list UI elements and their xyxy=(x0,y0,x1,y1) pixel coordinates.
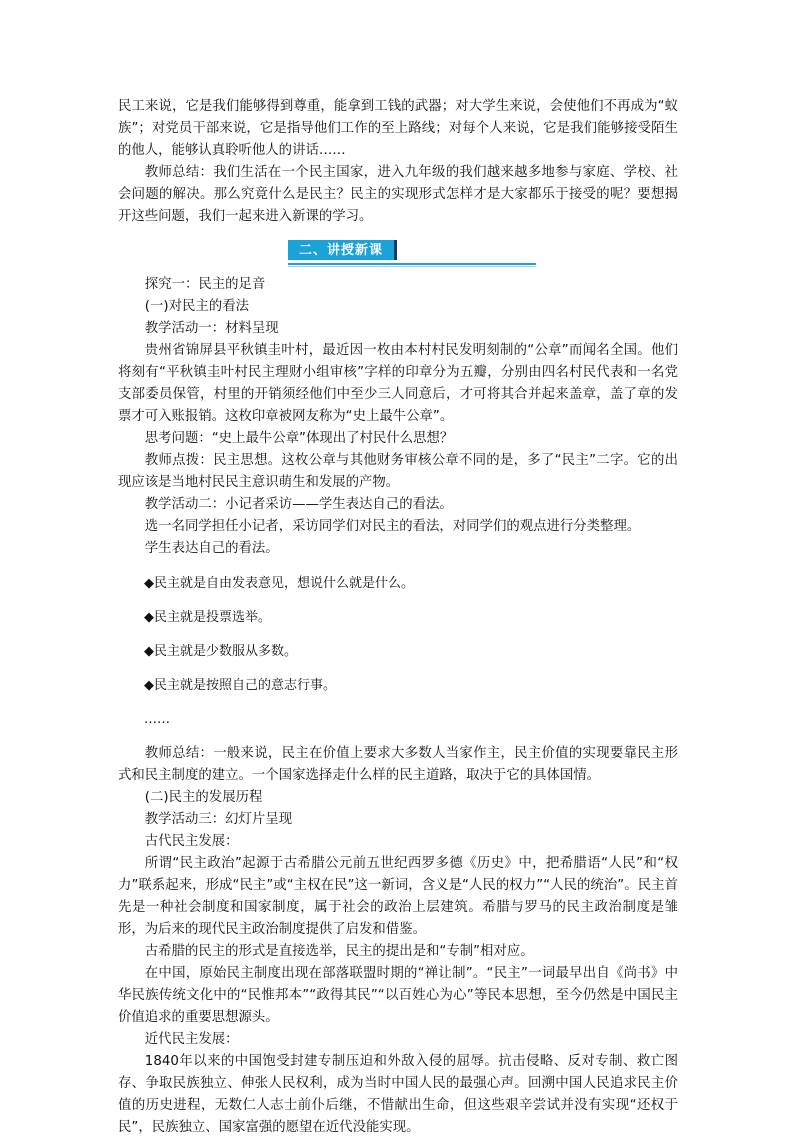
bullet-item: ◆民主就是投票选举。 xyxy=(144,610,271,625)
section-heading-box xyxy=(288,240,397,260)
section-heading xyxy=(118,238,678,268)
activity-title: 教学活动三：幻灯片呈现 xyxy=(144,812,293,827)
ancient-paragraph: 所谓“民主政治”起源于古希腊公元前五世纪西罗多德《历史》中，把希腊语“人民”和“权力”联系起来，形成“民主”或“主权在民”这一新词，含义是“人民的权力”“人民的统治”。民主首先是一种社会制度和国家制度，属于社会的政治上层建筑。希腊与罗马的民主政治制度是雏形，为后来的现代民主政治制度提供了启发和借鉴。 xyxy=(118,856,678,937)
section-heading-rule-light xyxy=(288,266,536,267)
teacher-summary-intro: 教师总结：我们生活在一个民主国家，进入九年级的我们越来越多地参与家庭、学校、社会问题的解决。那么究竟什么是民主？民主的实现形式怎样才是大家都乐于接受的呢？要想揭开这些问题，我们一起来进入新课的学习。 xyxy=(118,165,678,224)
material-paragraph: 贵州省锦屏县平秋镇圭叶村，最近因一枚由本村村民发明刻制的“公章”而闻名全国。他们将刻有“平秋镇圭叶村民主理财小组审核”字样的印章分为五瓣，分别由四名村民代表和一名党支部委员保管，村里的开销须经他们中至少三人同意后，才可将其合并起来盖章，盖了章的发票才可入账报销。这枚印章被网友称为“史上最牛公章”。 xyxy=(118,343,678,424)
subsection-title: (二)民主的发展历程 xyxy=(144,790,263,805)
modern-title: 近代民主发展： xyxy=(144,1032,239,1047)
ancient-paragraph: 在中国，原始民主制度出现在部落联盟时期的“禅让制”。“民主”一词最早出自《尚书》中华民族传统文化中的“民惟邦本”“政得其民”“以百姓心为心”等民本思想，至今仍然是中国民主价值追求的重要思想源头。 xyxy=(118,966,678,1025)
activity-title: 教学活动一：材料呈现 xyxy=(144,321,279,336)
teacher-summary: 教师总结：一般来说，民主在价值上要求大多数人当家作主，民主价值的实现要靠民主形式和民主制度的建立。一个国家选择走什么样的民主道路，取决于它的具体国情。 xyxy=(118,746,678,783)
bullet-item: ◆民主就是少数服从多数。 xyxy=(144,644,297,659)
ancient-title: 古代民主发展： xyxy=(144,834,239,849)
ellipsis: …… xyxy=(144,712,170,727)
teacher-point: 教师点拨：民主思想。这枚公章与其他财务审核公章不同的是，多了“民主”二字。它的出现应该是当地村民民主意识萌生和发展的产物。 xyxy=(118,453,678,490)
ancient-paragraph: 古希腊的民主的形式是直接选举，民主的提出是和“专制”相对应。 xyxy=(144,944,534,959)
section-heading-text: 二、讲授新课 xyxy=(298,243,383,258)
section-heading-rule xyxy=(288,263,536,265)
students-express: 学生表达自己的看法。 xyxy=(144,541,279,556)
document-page xyxy=(118,96,678,1139)
modern-paragraph: 1840年以来的中国饱受封建专制压迫和外敌入侵的屈辱。抗击侵略、反对专制、救亡图存、争取民族独立、伸张人民权利，成为当时中国人民的最强心声。回溯中国人民追求民主价值的历史进程，无数仁人志士前仆后继，不惜献出生命，但这些艰辛尝试并没有实现“还权于民”，民族独立、国家富强的愿望在近代没能实现。 xyxy=(118,1054,678,1135)
thinking-question: 思考问题：“史上最牛公章”体现出了村民什么思想？ xyxy=(144,431,454,446)
activity-description: 选一名同学担任小记者，采访同学们对民主的看法，对同学们的观点进行分类整理。 xyxy=(144,519,641,534)
intro-paragraph: 民工来说，它是我们能够得到尊重，能拿到工钱的武器；对大学生来说，会使他们不再成为“蚁族”；对党员干部来说，它是指导他们工作的至上路线；对每个人来说，它是我们能够接受陌生的他人，能够认真聆听他人的讲话…… xyxy=(118,99,678,158)
bullet-item: ◆民主就是按照自己的意志行事。 xyxy=(144,678,336,693)
explore-title: 探究一：民主的足音 xyxy=(144,277,266,292)
bullet-item: ◆民主就是自由发表意见，想说什么就是什么。 xyxy=(144,576,414,591)
subsection-title: (一)对民主的看法 xyxy=(144,299,249,314)
activity-title: 教学活动二：小记者采访——学生表达自己的看法。 xyxy=(144,497,453,512)
